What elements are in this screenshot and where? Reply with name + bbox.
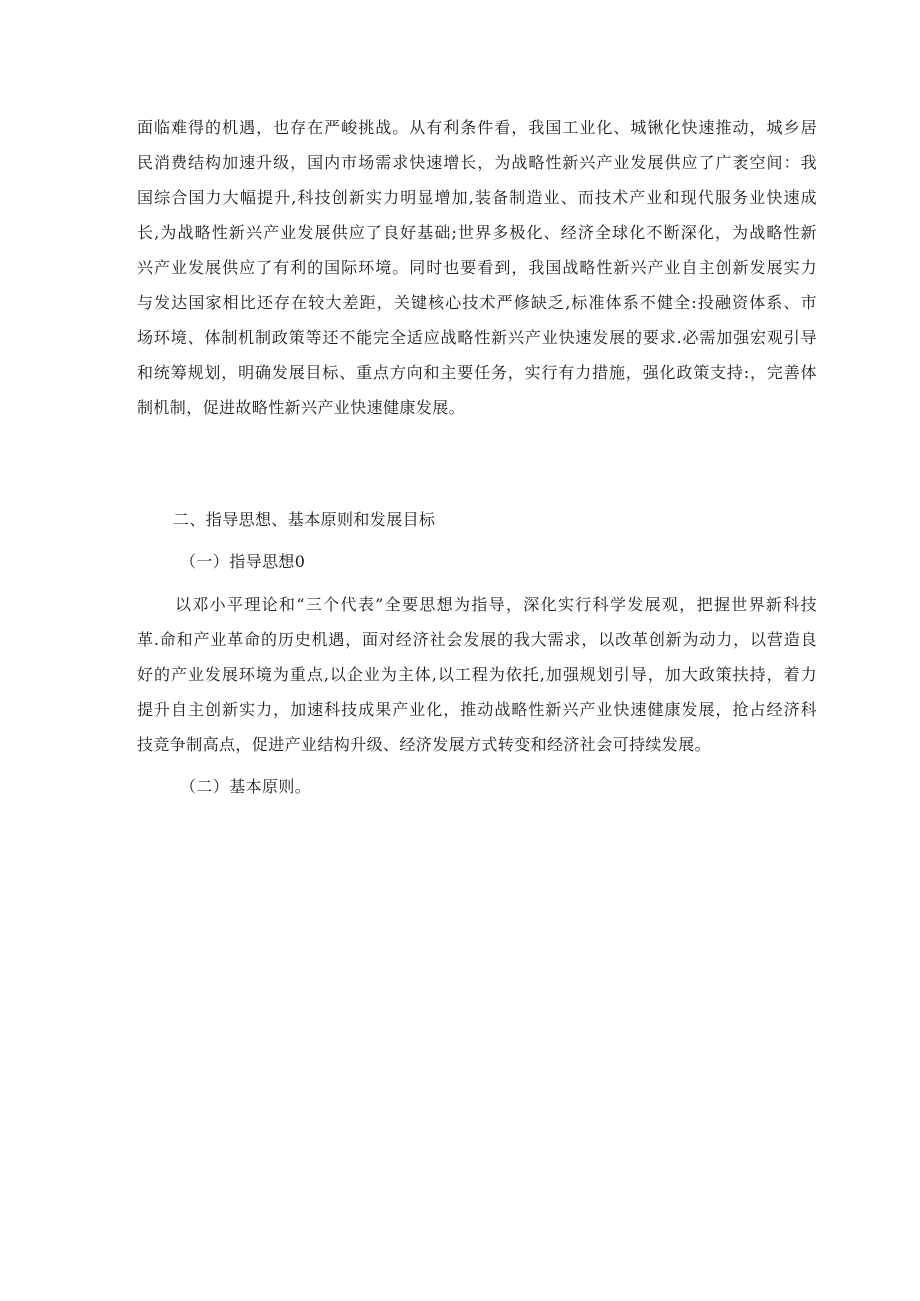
section-heading: 二、指导思想、基本原则和发展目标 [173,510,436,529]
paragraph-line: 与发达国家相比还存在较大差距，关键核心技术严修缺乏,标准体系不健全:投融资体系、市 [137,293,817,312]
paragraph-line: 制机制，促进故略性新兴产业快速健康发展。 [137,398,466,417]
paragraph-line: 革.命和产业革命的历史机遇，面对经济社会发展的我大需求，以改革创新为动力，以营造良 [137,630,817,649]
subsection-heading: （一）指导思想0 [180,552,306,571]
subsection-heading: （二）基本原则。 [180,777,312,796]
paragraph-line: 兴产业发展供应了有利的国际环境。同时也要看到，我国战略性新兴产业自主创新发展实力 [137,258,817,277]
paragraph-line: 和统筹规划，明确发展目标、重点方向和主要任务，实行有力措施，强化政策支持:，完善体 [137,363,817,382]
paragraph-line: 国综合国力大幅提升,科技创新实力明显增加,装备制造业、而技术产业和现代服务业快速成 [137,188,817,207]
paragraph-line: 长,为战略性新兴产业发展供应了良好基础;世界多极化、经济全球化不断深化，为战略性新 [137,223,817,242]
paragraph-line: 场环境、体制机制政策等还不能完全适应战略性新兴产业快速发展的要求.必需加强宏观引导 [137,328,817,347]
paragraph-line: 提升自主创新实力，加速科技成果产业化，推动战略性新兴产业快速健康发展，抢占经济科 [137,700,817,719]
paragraph-line: 以邓小平理论和“三个代表”全要思想为指导，深化实行科学发展观，把握世界新科技 [175,595,817,614]
paragraph-line: 好的产业发展环境为重点,以企业为主体,以工程为依托,加强规划引导，加大政策扶持，着力 [137,665,817,684]
paragraph-line: 面临难得的机遇，也存在严峻挑战。从有利条件看，我国工业化、城锹化快速推动，城乡居 [137,118,817,137]
paragraph-line: 技竞争制高点，促进产业结构升级、经济发展方式转变和经济社会可持续发展。 [137,735,712,754]
paragraph-line: 民消费结构加速升级，国内市场需求快速增长，为战略性新兴产业发展供应了广袤空间：我 [137,153,817,172]
